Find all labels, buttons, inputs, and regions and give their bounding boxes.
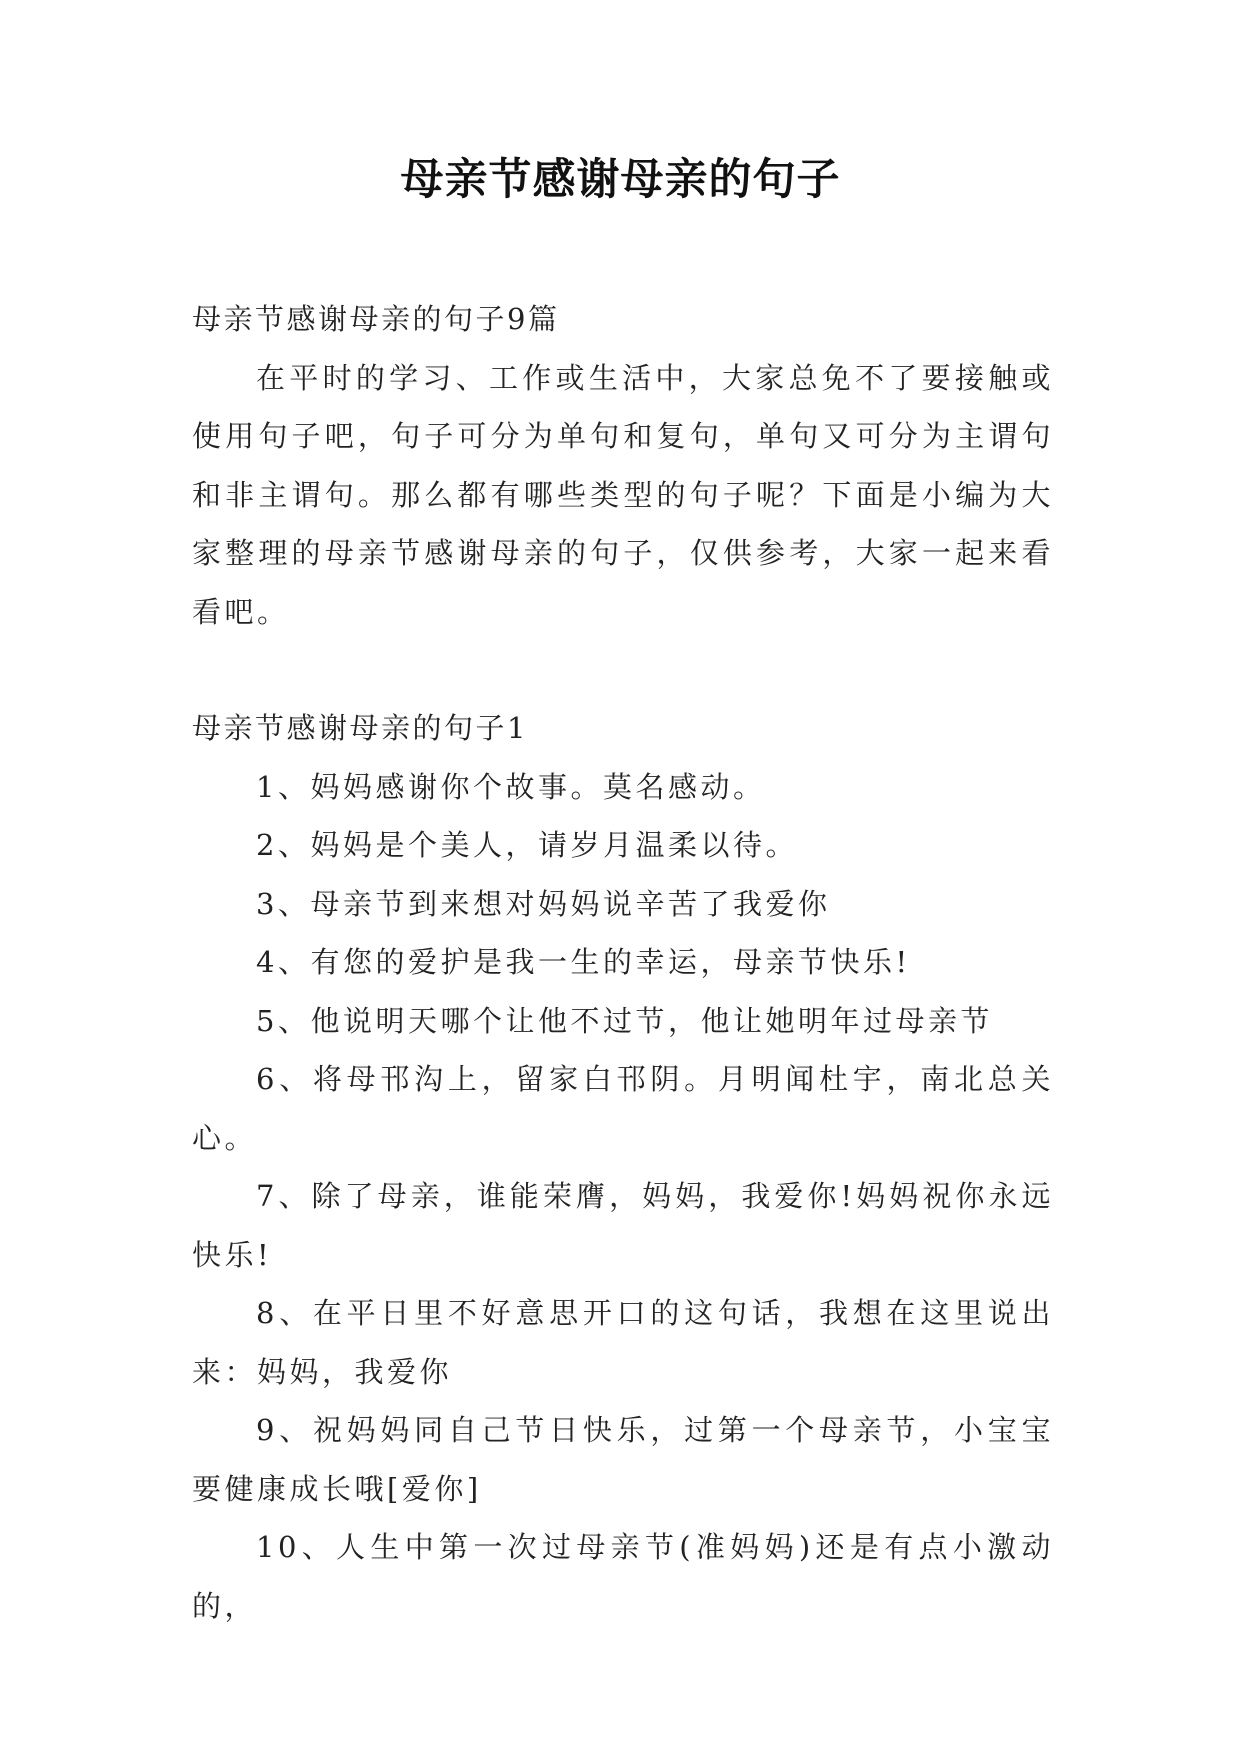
document-title: 母亲节感谢母亲的句子 [400,155,841,205]
paragraph-gap [192,641,1054,699]
list-item: 5、他说明天哪个让他不过节，他让她明年过母亲节 [256,1003,993,1038]
list-item: 1、妈妈感谢你个故事。莫名感动。 [256,769,766,804]
document-body [192,290,1054,1635]
document-subtitle: 母亲节感谢母亲的句子9篇 [192,302,560,336]
list-item: 2、妈妈是个美人，请岁月温柔以待。 [256,828,798,862]
section-heading: 母亲节感谢母亲的句子1 [192,711,528,745]
list-item: 7、除了母亲，谁能荣膺，妈妈，我爱你!妈妈祝你永远快乐! [192,1179,1054,1272]
list-item: 4、有您的爱护是我一生的幸运，母亲节快乐! [256,945,911,979]
list-item: 8、在平日里不好意思开口的这句话，我想在这里说出来：妈妈，我爱你 [192,1296,1054,1389]
list-item: 10、人生中第一次过母亲节(准妈妈)还是有点小激动的， [192,1530,1054,1623]
list-item: 9、祝妈妈同自己节日快乐，过第一个母亲节，小宝宝要健康成长哦[爱你] [192,1413,1054,1506]
list-item: 3、母亲节到来想对妈妈说辛苦了我爱你 [256,886,831,921]
intro-paragraph: 在平时的学习、工作或生活中，大家总免不了要接触或使用句子吧，句子可分为单句和复句，单句又可分为主谓句和非主谓句。那么都有哪些类型的句子呢？下面是小编为大家整理的母亲节感谢母亲的句子，仅供参考，大家一起来看看吧。 [192,360,1054,629]
list-item: 6、将母邗沟上，留家白邗阴。月明闻杜宇，南北总关心。 [192,1062,1054,1155]
